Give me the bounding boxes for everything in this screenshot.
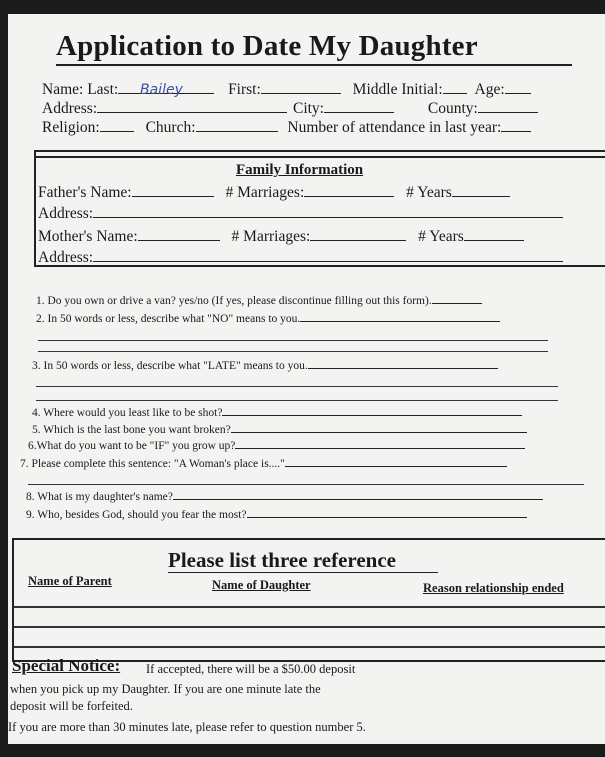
notice-line-1: If accepted, there will be a $50.00 deposit <box>146 662 356 676</box>
city-field[interactable] <box>324 100 394 113</box>
question-1-text: 1. Do you own or drive a van? yes/no (If yes, please discontinue filling out this form). <box>36 295 432 307</box>
question-3-answer[interactable] <box>308 359 498 369</box>
question-6 <box>28 439 525 452</box>
religion-label: Religion: <box>42 119 100 136</box>
church-label: Church: <box>145 119 196 136</box>
question-2-line-3[interactable] <box>38 351 548 352</box>
first-name-label: First: <box>228 81 261 98</box>
mother-years-label: # Years <box>418 228 464 245</box>
question-8-answer[interactable] <box>173 490 543 500</box>
mother-address-label: Address: <box>38 249 94 266</box>
question-4 <box>32 406 522 419</box>
question-2-text: 2. In 50 words or less, describe what "NO" means to you. <box>36 313 301 325</box>
family-heading: Family Information <box>236 162 364 178</box>
col-name-of-parent: Name of Parent <box>28 574 112 588</box>
question-3-text: 3. In 50 words or less, describe what "LATE" means to you. <box>32 360 308 372</box>
age-label: Age: <box>474 81 505 98</box>
references-box-top <box>12 538 605 540</box>
question-5-text: 5. Which is the last bone you want broken? <box>32 424 231 436</box>
mother-address-row <box>38 249 563 267</box>
middle-initial-label: Middle Initial: <box>352 81 443 98</box>
father-row <box>38 184 510 202</box>
question-2-line-2[interactable] <box>38 340 548 341</box>
references-box-left <box>12 538 14 660</box>
question-5 <box>32 423 527 436</box>
question-7 <box>20 457 507 470</box>
references-heading-underline <box>168 572 438 573</box>
applicant-row-3 <box>42 119 531 137</box>
applicant-row-1 <box>42 81 531 99</box>
question-4-answer[interactable] <box>222 406 522 416</box>
special-notice-title: Special Notice: <box>12 656 121 675</box>
father-marriages-field[interactable] <box>304 184 394 197</box>
father-address-label: Address: <box>38 205 94 222</box>
reference-row-3[interactable] <box>14 646 605 648</box>
question-7-line-2[interactable] <box>28 484 584 485</box>
father-name-field[interactable] <box>132 184 214 197</box>
father-address-field[interactable] <box>93 205 563 218</box>
applicant-row-2 <box>42 100 538 118</box>
question-3-line-2[interactable] <box>36 386 558 387</box>
question-9-text: 9. Who, besides God, should you fear the most? <box>26 509 247 521</box>
title-underline <box>56 64 572 66</box>
reference-row-2[interactable] <box>14 626 605 628</box>
question-6-text: 6.What do you want to be "IF" you grow up? <box>28 440 236 452</box>
question-7-answer[interactable] <box>285 457 507 467</box>
county-label: County: <box>427 100 478 117</box>
religion-field[interactable] <box>100 119 134 132</box>
mother-marriages-field[interactable] <box>310 228 406 241</box>
notice-line-3: deposit will be forfeited. <box>10 699 133 713</box>
county-field[interactable] <box>478 100 538 113</box>
last-name-label: Name: Last: <box>42 81 119 98</box>
father-years-label: # Years <box>406 184 452 201</box>
father-marriages-label: # Marriages: <box>225 184 305 201</box>
mother-row <box>38 228 524 246</box>
question-9-answer[interactable] <box>247 508 527 518</box>
city-label: City: <box>292 100 324 117</box>
mother-name-field[interactable] <box>138 228 220 241</box>
family-box-top <box>34 150 605 152</box>
church-field[interactable] <box>196 119 278 132</box>
family-box-left <box>34 150 36 266</box>
reference-row-1[interactable] <box>14 606 605 608</box>
col-name-of-daughter: Name of Daughter <box>212 578 311 592</box>
mother-address-field[interactable] <box>93 249 563 262</box>
question-8 <box>26 490 543 503</box>
question-3 <box>32 359 498 372</box>
attendance-label: Number of attendance in last year: <box>287 119 502 136</box>
father-name-label: Father's Name: <box>38 184 132 201</box>
middle-initial-field[interactable] <box>443 81 467 94</box>
mother-years-field[interactable] <box>464 228 524 241</box>
address-label: Address: <box>42 100 98 117</box>
father-years-field[interactable] <box>452 184 510 197</box>
question-8-text: 8. What is my daughter's name? <box>26 491 173 503</box>
family-box-top-inner <box>34 156 605 158</box>
attendance-field[interactable] <box>501 119 531 132</box>
application-form <box>8 14 605 744</box>
address-field[interactable] <box>97 100 287 113</box>
question-9 <box>26 508 527 521</box>
notice-line-2: when you pick up my Daughter. If you are one minute late the <box>10 682 321 696</box>
mother-marriages-label: # Marriages: <box>231 228 311 245</box>
question-6-answer[interactable] <box>235 439 525 449</box>
first-name-field[interactable] <box>261 81 341 94</box>
form-title: Application to Date My Daughter <box>56 30 478 62</box>
col-reason-ended: Reason relationship ended <box>423 581 564 595</box>
question-7-text: 7. Please complete this sentence: "A Woman's place is...." <box>20 458 285 470</box>
question-2-answer[interactable] <box>300 312 500 322</box>
question-4-text: 4. Where would you least like to be shot? <box>32 407 223 419</box>
question-2 <box>36 312 500 325</box>
father-address-row <box>38 205 563 223</box>
mother-name-label: Mother's Name: <box>38 228 138 245</box>
references-heading: Please list three reference <box>168 548 396 572</box>
question-3-line-3[interactable] <box>36 400 558 401</box>
question-5-answer[interactable] <box>231 423 527 433</box>
notice-line-4: If you are more than 30 minutes late, please refer to question number 5. <box>8 720 366 734</box>
question-1 <box>36 294 482 307</box>
age-field[interactable] <box>505 81 531 94</box>
handwritten-last-name: Bailey <box>140 82 183 98</box>
question-1-answer[interactable] <box>432 294 482 304</box>
